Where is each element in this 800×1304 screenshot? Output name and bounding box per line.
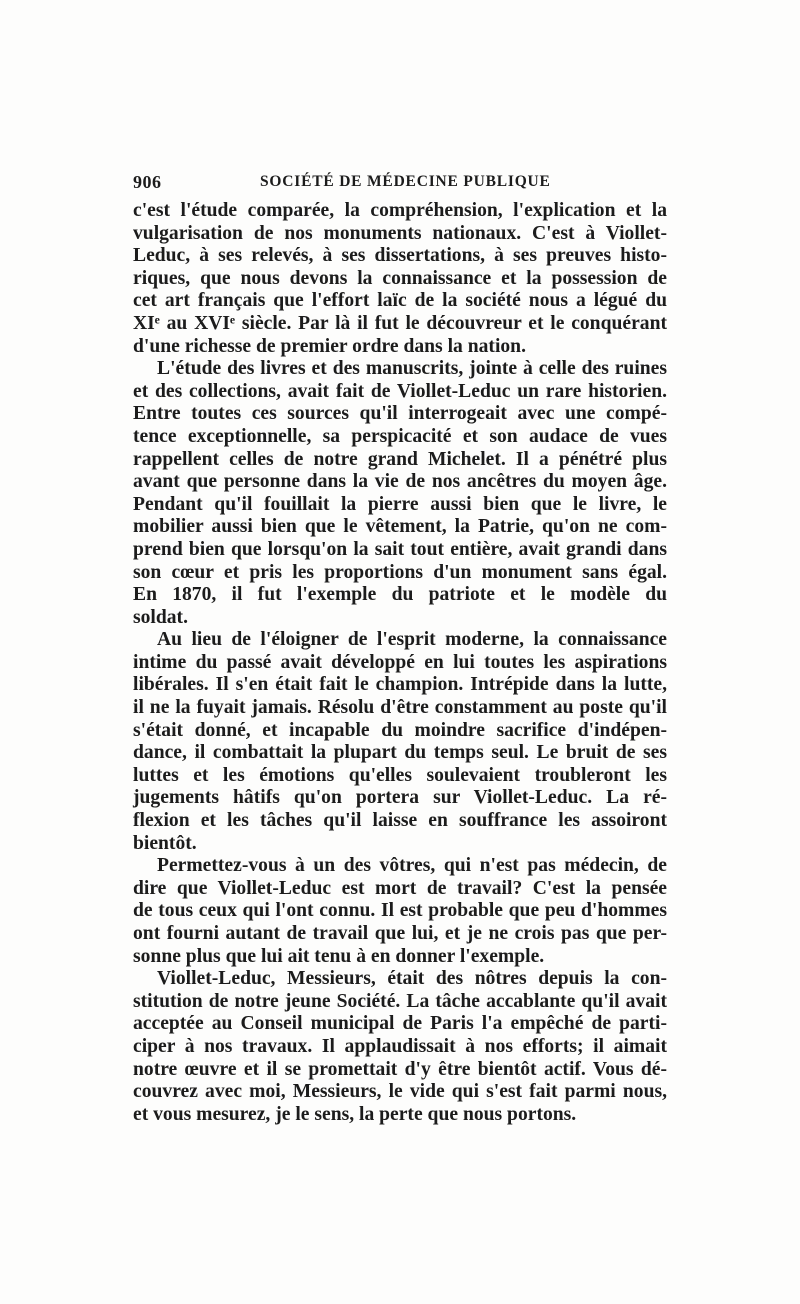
text-line: Permettez-vous à un des vôtres, qui n'est pas médecin, de (157, 855, 667, 877)
body-text (133, 200, 667, 1126)
text-line: tence exceptionnelle, sa perspicacité et son audace de vues (133, 425, 667, 447)
text-line: dance, il combattait la plupart du temps seul. Le bruit de ses (133, 742, 667, 764)
text-line: Pendant qu'il fouillait la pierre aussi bien que le livre, le (133, 493, 667, 515)
text-line: son cœur et pris les proportions d'un monument sans égal. (133, 561, 667, 583)
text-line: c'est l'étude comparée, la compréhension, l'explication et la (133, 200, 667, 221)
text-line: notre œuvre et il se promettait d'y être bientôt actif. Vous dé- (133, 1058, 667, 1080)
text-line: couvrez avec moi, Messieurs, le vide qui s'est fait parmi nous, (133, 1081, 667, 1103)
text-line: cet art français que l'effort laïc de la société nous a légué du (133, 290, 667, 312)
text-line: de tous ceux qui l'ont connu. Il est probable que peu d'hommes (133, 900, 667, 922)
text-line: ciper à nos travaux. Il applaudissait à nos efforts; il aimait (133, 1035, 667, 1057)
text-line: vulgarisation de nos monuments nationaux. C'est à Viollet- (133, 222, 667, 244)
text-line: En 1870, il fut l'exemple du patriote et le modèle du (133, 584, 667, 606)
text-line: il ne la fuyait jamais. Résolu d'être constamment au poste qu'il (133, 697, 667, 719)
text-line: Viollet-Leduc, Messieurs, était des nôtres depuis la con- (157, 968, 667, 990)
text-line: dire que Viollet-Leduc est mort de travail? C'est la pensée (133, 877, 667, 899)
text-line: et des collections, avait fait de Viollet-Leduc un rare historien. (133, 380, 667, 402)
text-line: bientôt. (133, 832, 197, 854)
text-line: stitution de notre jeune Société. La tâche accablante qu'il avait (133, 990, 667, 1012)
text-line: flexion et les tâches qu'il laisse en souffrance les assoiront (133, 810, 667, 832)
text-line: riques, que nous devons la connaissance et la possession de (133, 267, 667, 289)
page-header (133, 172, 667, 200)
text-line: et vous mesurez, je le sens, la perte que nous portons. (133, 1103, 577, 1125)
text-line: acceptée au Conseil municipal de Paris l'a empêché de parti- (133, 1013, 667, 1035)
text-line: Entre toutes ces sources qu'il interrogeait avec une compé- (133, 403, 667, 425)
text-line: d'une richesse de premier ordre dans la nation. (133, 335, 526, 357)
text-line: luttes et les émotions qu'elles soulevaient troubleront les (133, 764, 667, 786)
running-title: SOCIÉTÉ DE MÉDECINE PUBLIQUE (260, 173, 551, 190)
text-line: s'était donné, et incapable du moindre sacrifice d'indépen- (133, 719, 667, 741)
text-line: libérales. Il s'en était fait le champion. Intrépide dans la lutte, (133, 674, 667, 696)
text-line: mobilier aussi bien que le vêtement, la Patrie, qu'on ne com- (133, 516, 667, 538)
text-line: avant que personne dans la vie de nos ancêtres du moyen âge. (133, 471, 667, 493)
text-line: rappellent celles de notre grand Michelet. Il a pénétré plus (133, 448, 667, 470)
text-line: Au lieu de l'éloigner de l'esprit moderne, la connaissance (157, 629, 667, 651)
text-line: jugements hâtifs qu'on portera sur Viollet-Leduc. La ré- (133, 787, 667, 809)
text-line: ont fourni autant de travail que lui, et je ne crois pas que per- (133, 923, 667, 944)
text-line: L'étude des livres et des manuscrits, jointe à celle des ruines (157, 358, 667, 380)
page-number: 906 (133, 172, 162, 192)
text-line: Leduc, à ses relevés, à ses dissertations, à ses preuves histo- (133, 245, 667, 267)
text-line: soldat. (133, 606, 188, 628)
text-line: XIᵉ au XVIᵉ siècle. Par là il fut le découvreur et le conquérant (133, 312, 667, 334)
text-line: intime du passé avait développé en lui toutes les aspirations (133, 651, 667, 673)
text-line: sonne plus que lui ait tenu à en donner l'exemple. (133, 945, 545, 967)
text-line: prend bien que lorsqu'on la sait tout entière, avait grandi dans (133, 538, 667, 560)
